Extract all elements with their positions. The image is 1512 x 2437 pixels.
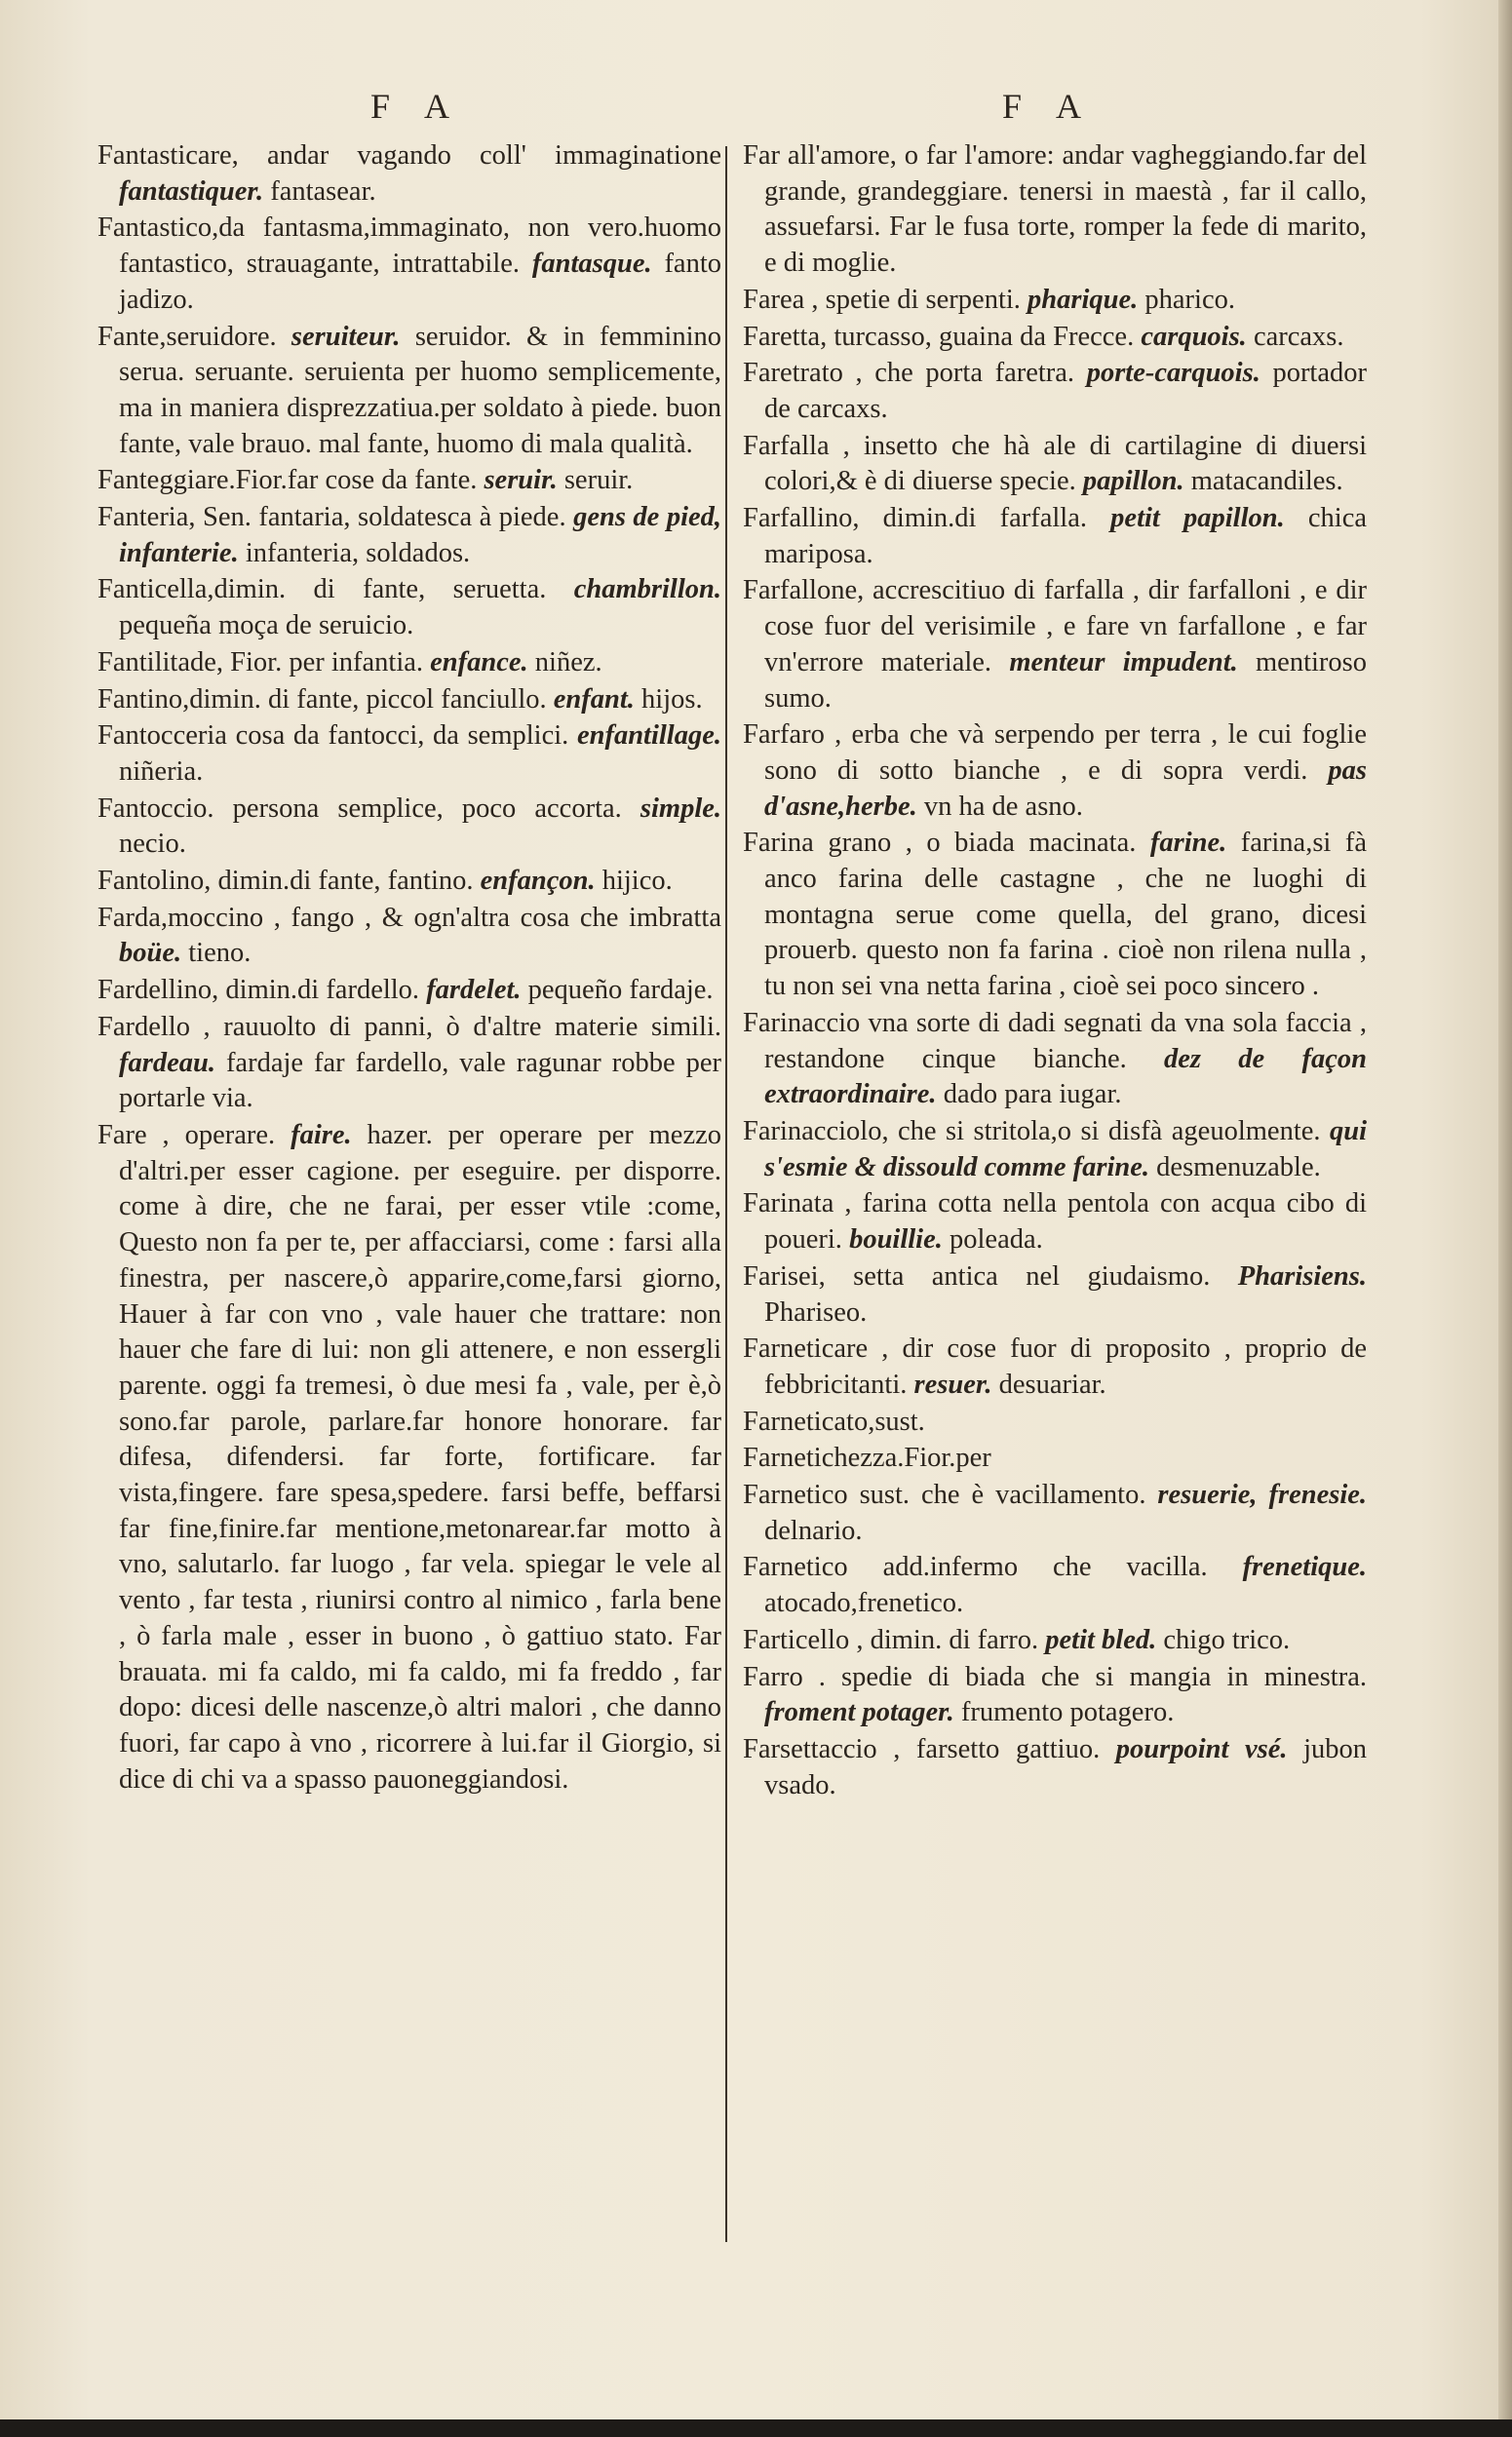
entry-spanish: vn ha de asno. <box>923 791 1083 822</box>
entry-french: pas d'asne,herbe. <box>764 754 1367 822</box>
entry-french: faire. <box>291 1119 352 1150</box>
entry-spanish: infanteria, soldados. <box>245 537 471 568</box>
dictionary-entry <box>743 1550 1367 1621</box>
dictionary-entry <box>743 138 1367 282</box>
entry-spanish: seruidor. & in femminino serua. seruante. seruienta per huomo semplicemente, ma in maniera disprezzatiua.per soldato à piede. buon fante, vale brauo. mal fante, huomo di mala qualità. <box>119 321 722 459</box>
dictionary-entry <box>97 645 721 681</box>
entry-french: Pharisiens. <box>1237 1260 1367 1292</box>
entry-italian: Farticello , dimin. di farro. <box>743 1624 1039 1655</box>
entry-italian: Farfallone, accrescitiuo di farfalla , dir farfalloni , e dir cose fuor del verisimile , e fare vn farfallone , e far vn'errore materiale. <box>743 575 1367 677</box>
entry-spanish: hazer. per operare per mezzo d'altri.per esser cagione. per eseguire. per disporre. come à dire, che ne farai, per esser vtile :come, Questo non fa per te, per affacciarsi, come : farsi alla finestra, per nascere,ò apparire,come,farsi giorno, Hauer à far con vno , vale hauer che trattare: non hauer che fare di lui: non gli attenere, e non essergli parente. oggi fa tremesi, ò due mesi fa , vale, per è,ò sono.far parole, parlare.far honore honorare. far difesa, difendersi. far forte, fortificare. far vista,fingere. fare spesa,spedere. farsi beffe, beffarsi far fine,finire.far mentione,metonarear.far motto à vno, salutarlo. far luogo , far vela. spiegar le vele al vento , far testa , riunirsi contro al nimico , farla bene , ò farla male , esser in buono , ò gattiuo stato. Far brauata. mi fa caldo, mi fa caldo, mi fa freddo , far dopo: dicesi delle nascenze,ò altri malori , che danno fuori, far capo à vno , ricorrere à lui.far il Giorgio, si dice di chi va a spasso pauoneggiandosi. <box>119 1119 722 1795</box>
entry-italian: Farisei, setta antica nel giudaismo. <box>743 1260 1211 1292</box>
entry-spanish: pharico. <box>1144 284 1235 315</box>
entry-spanish: carcaxs. <box>1253 321 1344 352</box>
dictionary-entry <box>743 1660 1367 1731</box>
entry-italian: Fardellino, dimin.di fardello. <box>97 975 420 1006</box>
entry-french: pharique. <box>1027 284 1139 315</box>
dictionary-entry <box>743 573 1367 716</box>
entry-french: enfance. <box>430 646 528 677</box>
entry-spanish: frumento potagero. <box>960 1697 1175 1728</box>
entry-italian: Faretrato , che porta faretra. <box>743 358 1075 389</box>
entry-spanish: fantasear. <box>270 175 376 207</box>
dictionary-entry <box>97 973 721 1009</box>
entry-spanish: niñez. <box>534 646 602 677</box>
entry-spanish: chigo trico. <box>1163 1624 1291 1655</box>
dictionary-entry <box>97 1118 721 1798</box>
entry-french: simple. <box>640 793 722 824</box>
dictionary-entry <box>743 283 1367 319</box>
entry-italian: Farfallino, dimin.di farfalla. <box>743 503 1088 534</box>
entry-spanish: farina,si fà anco farina delle castagne , che ne luoghi di montagna serue come quella, del grano, dicesi prouerb. questo non fa farina . cioè non rilena nulla , tu non sei vna netta farina , cioè sei poco sincero . <box>764 828 1367 1002</box>
entry-french: seruir. <box>484 465 558 496</box>
dictionary-entry <box>97 682 721 718</box>
dictionary-entry <box>743 826 1367 1005</box>
entry-french: papillon. <box>1082 466 1184 497</box>
entry-spanish: fanto jadizo. <box>119 249 721 315</box>
dictionary-entry <box>97 320 721 463</box>
entry-italian: Farneticare , dir cose fuor di proposito , proprio de febbricitanti. <box>743 1334 1367 1400</box>
entry-italian: Farnetico add.infermo che vacilla. <box>743 1552 1208 1583</box>
entry-italian: Fantolino, dimin.di fante, fantino. <box>97 866 474 897</box>
entry-italian: Fantino,dimin. di fante, piccol fanciullo. <box>97 683 547 715</box>
entry-french: petit bled. <box>1045 1624 1157 1655</box>
entry-french: enfant. <box>553 683 635 715</box>
dictionary-entry <box>743 717 1367 825</box>
dictionary-entry <box>97 718 721 790</box>
entry-spanish: atocado,frenetico. <box>764 1588 964 1619</box>
entry-french: frenetique. <box>1242 1552 1368 1583</box>
entry-italian: Fante,seruidore. <box>97 321 277 352</box>
dictionary-entry <box>743 1114 1367 1185</box>
dictionary-entry <box>743 501 1367 572</box>
entry-french: fantastiquer. <box>119 175 264 207</box>
entry-spanish: desmenuzable. <box>1156 1151 1321 1182</box>
entry-spanish: delnario. <box>764 1515 863 1546</box>
dictionary-entry <box>97 500 721 571</box>
entry-spanish: niñeria. <box>119 755 204 787</box>
entry-italian: Farneticato,sust. <box>743 1406 925 1437</box>
entry-italian: Farinaccio vna sorte di dadi segnati da vna sola faccia , restandone cinque bianche. <box>743 1007 1367 1074</box>
entry-spanish: dado para iugar. <box>943 1079 1122 1110</box>
entry-italian: Farfaro , erba che và serpendo per terra , le cui foglie sono di sotto bianche , e di sopra verdi. <box>743 719 1367 786</box>
dictionary-entry <box>97 792 721 863</box>
entry-italian: Fantoccio. persona semplice, poco accorta. <box>97 793 622 824</box>
dictionary-entry <box>97 572 721 643</box>
dictionary-entry <box>743 1332 1367 1403</box>
entry-french: resuer. <box>913 1369 992 1400</box>
entry-italian: Fanteggiare.Fior.far cose da fante. <box>97 465 478 496</box>
entry-italian: Farinacciolo, che si stritola,o si disfà ageuolmente. <box>743 1115 1321 1146</box>
entry-italian: Farina grano , o biada macinata. <box>743 828 1137 859</box>
entry-spanish: hijico. <box>601 866 673 897</box>
entry-spanish: Phariseo. <box>764 1296 868 1328</box>
dictionary-entry <box>97 463 721 499</box>
entry-french: fantasque. <box>531 249 652 280</box>
page-edge <box>1498 0 1512 2437</box>
dictionary-entry <box>743 1006 1367 1113</box>
entry-french: enfançon. <box>480 866 596 897</box>
dictionary-entry <box>743 1405 1367 1441</box>
entry-french: fardeau. <box>119 1047 215 1078</box>
entry-spanish: tieno. <box>188 938 252 969</box>
right-running-header: F A <box>1002 87 1096 126</box>
entry-french: resuerie, frenesie. <box>1157 1480 1368 1511</box>
entry-french: boüe. <box>119 938 182 969</box>
entry-french: farine. <box>1149 828 1227 859</box>
entry-spanish: mentiroso sumo. <box>764 646 1368 714</box>
entry-spanish: desuariar. <box>998 1369 1106 1400</box>
dictionary-entry <box>743 1478 1367 1549</box>
column-divider <box>725 146 727 2242</box>
entry-spanish: seruir. <box>563 465 634 496</box>
entry-italian: Farnetichezza.Fior.per <box>743 1443 991 1474</box>
entry-french: chambrillon. <box>573 574 721 605</box>
entry-spanish: portador de carcaxs. <box>764 358 1367 424</box>
dictionary-entry <box>743 1259 1367 1331</box>
entry-french: dez de façon extraordinaire. <box>764 1043 1367 1110</box>
entry-french: seruiteur. <box>291 321 401 352</box>
entry-french: fardelet. <box>426 975 522 1006</box>
entry-french: porte-carquois. <box>1086 358 1260 389</box>
entry-italian: Faretta, turcasso, guaina da Frecce. <box>743 321 1135 352</box>
dictionary-entry <box>97 864 721 900</box>
entry-spanish: necio. <box>119 829 186 860</box>
entry-french: enfantillage. <box>576 720 721 752</box>
entry-french: bouillie. <box>849 1224 943 1256</box>
dictionary-entry <box>97 138 721 210</box>
entry-spanish: chica mariposa. <box>764 503 1367 569</box>
dictionary-entry <box>743 320 1367 356</box>
dictionary-entry <box>97 901 721 972</box>
dictionary-entry <box>743 1623 1367 1659</box>
dictionary-entry <box>743 1441 1367 1477</box>
dictionary-entry <box>743 1186 1367 1257</box>
entry-italian: Farnetico sust. che è vacillamento. <box>743 1480 1146 1511</box>
entry-french: qui s'esmie & dissould comme farine. <box>764 1115 1367 1182</box>
dictionary-entry <box>743 356 1367 427</box>
entry-italian: Fanteria, Sen. fantaria, soldatesca à piede. <box>97 502 566 533</box>
entry-french: carquois. <box>1141 321 1247 352</box>
entry-french: gens de pied, infanterie. <box>119 502 722 568</box>
dictionary-entry <box>97 211 721 318</box>
entry-spanish: matacandiles. <box>1190 466 1343 497</box>
entry-spanish: hijos. <box>641 683 703 715</box>
entry-italian: Fantastico,da fantasma,immaginato, non vero.huomo fantastico, strauagante, intrattabile. <box>97 213 721 280</box>
entry-italian: Fantilitade, Fior. per infantia. <box>97 646 424 677</box>
entry-french: froment potager. <box>764 1697 954 1728</box>
entry-spanish: poleada. <box>950 1224 1043 1256</box>
entry-italian: Farinata , farina cotta nella pentola con acqua cibo di poueri. <box>743 1188 1367 1256</box>
entry-italian: Fantasticare, andar vagando coll' immaginatione <box>97 140 721 171</box>
entry-italian: Far all'amore, o far l'amore: andar vagheggiando.far del grande, grandeggiare. tenersi in maestà , far il callo, assuefarsi. Far le fusa torte, romper la fede di marito, e di moglie. <box>743 140 1367 279</box>
left-column <box>97 138 721 1799</box>
dictionary-entry <box>97 1010 721 1117</box>
entry-italian: Fanticella,dimin. di fante, seruetta. <box>97 574 547 605</box>
entry-french: petit papillon. <box>1110 503 1285 534</box>
entry-italian: Farfalla , insetto che hà ale di cartilagine di diuersi colori,& è di diuerse specie. <box>743 430 1367 497</box>
entry-italian: Farro . spedie di biada che si mangia in minestra. <box>743 1661 1367 1692</box>
entry-spanish: jubon vsado. <box>764 1733 1367 1800</box>
entry-italian: Farea , spetie di serpenti. <box>743 284 1021 315</box>
entry-italian: Farda,moccino , fango , & ogn'altra cosa che imbratta <box>97 902 721 933</box>
entry-italian: Fardello , rauuolto di panni, ò d'altre materie simili. <box>97 1011 721 1042</box>
entry-italian: Fantocceria cosa da fantocci, da semplici. <box>97 720 569 752</box>
dictionary-entry <box>743 1732 1367 1803</box>
left-running-header: F A <box>370 87 464 126</box>
entry-french: pourpoint vsé. <box>1115 1733 1288 1764</box>
entry-spanish: pequeña moça de seruicio. <box>119 610 414 641</box>
entry-french: menteur impudent. <box>1009 646 1238 677</box>
right-column <box>743 138 1367 1804</box>
entry-italian: Farsettaccio , farsetto gattiuo. <box>743 1733 1101 1764</box>
scan-bottom-band <box>0 2419 1512 2437</box>
entry-spanish: pequeño fardaje. <box>527 975 714 1006</box>
entry-italian: Fare , operare. <box>97 1119 276 1150</box>
dictionary-entry <box>743 429 1367 500</box>
entry-spanish: fardaje far fardello, vale ragunar robbe per portarle via. <box>119 1047 721 1114</box>
